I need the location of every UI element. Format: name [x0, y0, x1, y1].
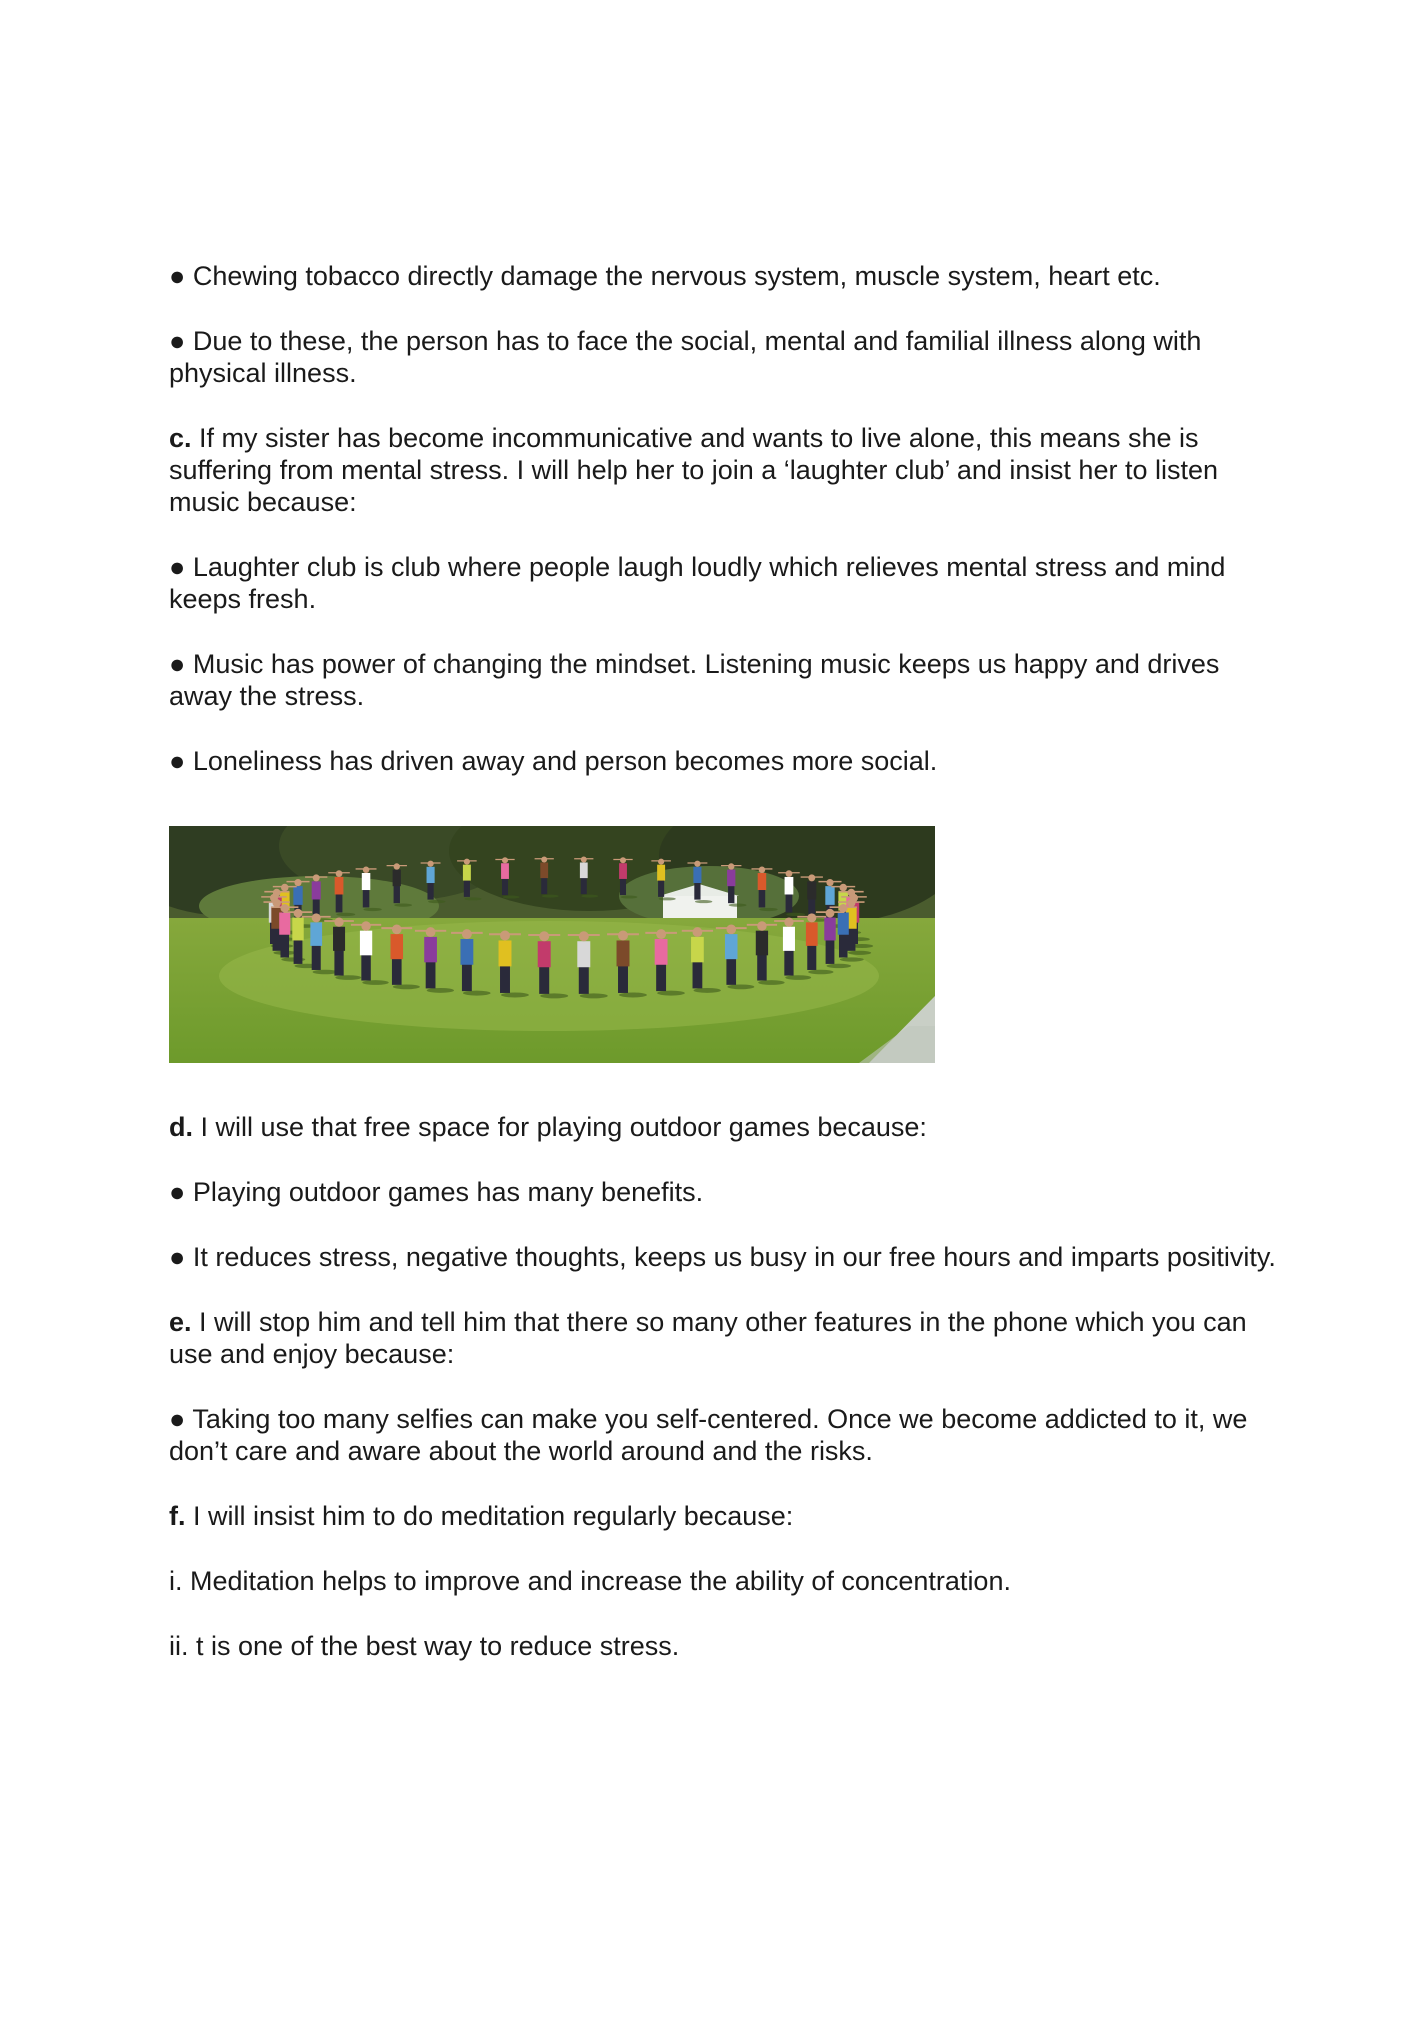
people-in-circle-park-photo: [169, 826, 935, 1063]
answer-d-paragraph: d. I will use that free space for playing outdoor games because:: [169, 1112, 927, 1142]
photo-illustration: [169, 826, 935, 1063]
bullet-paragraph: ● Taking too many selfies can make you self-centered. Once we become addicted to it, we don’t care and aware about the world around and the risks.: [169, 1404, 1248, 1466]
page-content: [169, 260, 1289, 1695]
bullet-paragraph: ● Due to these, the person has to face the social, mental and familial illness along with physical illness.: [169, 326, 1202, 388]
bullet-paragraph: ● Playing outdoor games has many benefits.: [169, 1177, 704, 1207]
answer-c-paragraph: c. If my sister has become incommunicative and wants to live alone, this means she is suffering from mental stress. I will help her to join a ‘laughter club’ and insist her to listen music because:: [169, 423, 1219, 517]
answer-label: c.: [169, 423, 192, 453]
answer-label: e.: [169, 1307, 192, 1337]
answer-label: d.: [169, 1112, 193, 1142]
bullet-paragraph: ● It reduces stress, negative thoughts, keeps us busy in our free hours and imparts positivity.: [169, 1242, 1276, 1272]
bullet-paragraph: ● Laughter club is club where people laugh loudly which relieves mental stress and mind keeps fresh.: [169, 552, 1226, 614]
answer-f-paragraph: f. I will insist him to do meditation regularly because:: [169, 1501, 794, 1531]
answer-label: f.: [169, 1501, 186, 1531]
bullet-paragraph: ● Music has power of changing the mindset. Listening music keeps us happy and drives away the stress.: [169, 649, 1220, 711]
list-item: i. Meditation helps to improve and increase the ability of concentration.: [169, 1566, 1011, 1596]
list-item: ii. t is one of the best way to reduce stress.: [169, 1631, 680, 1661]
answer-e-paragraph: e. I will stop him and tell him that there so many other features in the phone which you can use and enjoy because:: [169, 1307, 1247, 1369]
bullet-paragraph: ● Loneliness has driven away and person becomes more social.: [169, 746, 938, 776]
bullet-paragraph: ● Chewing tobacco directly damage the nervous system, muscle system, heart etc.: [169, 261, 1161, 291]
